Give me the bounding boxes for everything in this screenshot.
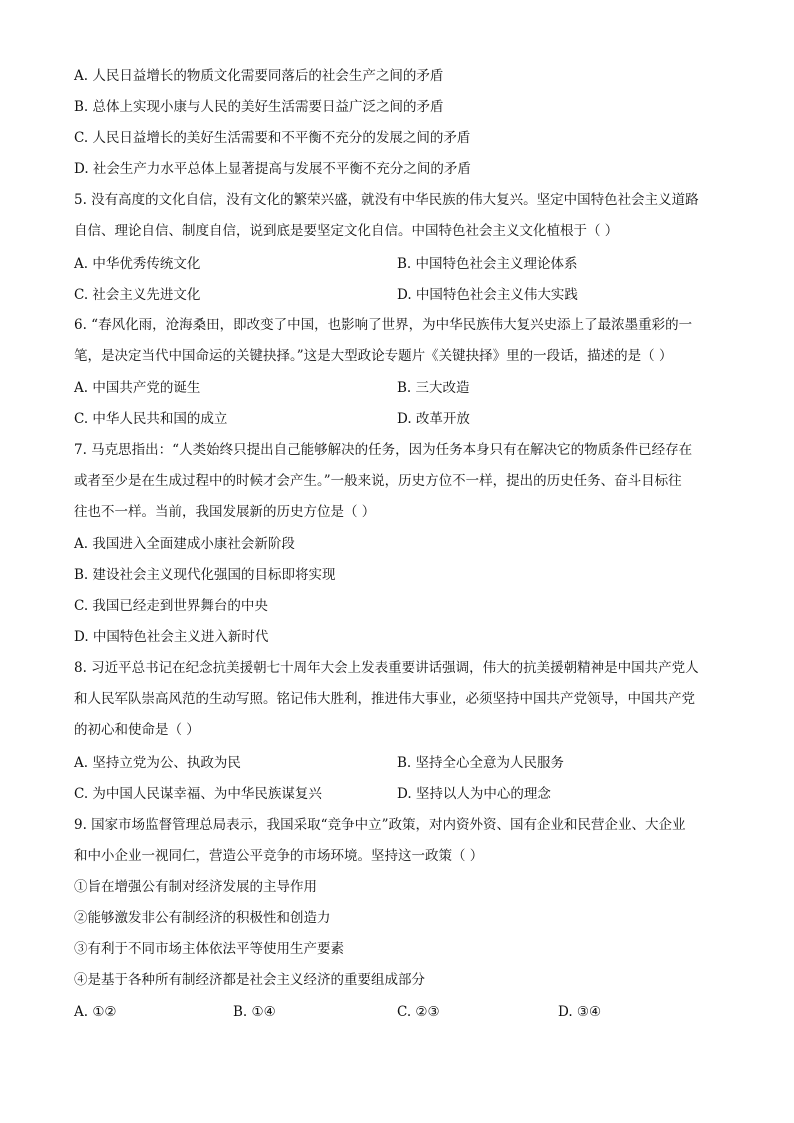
q4-option-c: C. 人民日益增长的美好生活需要和不平衡不充分的发展之间的矛盾 (74, 130, 471, 146)
q6-stem-line1: 6. “春风化雨，沧海桑田，即改变了中国，也影响了世界，为中华民族伟大复兴史添上了最浓墨重彩的一 (74, 317, 693, 333)
q9-option-b: B. ①④ (233, 1004, 276, 1020)
q6-option-b: B. 三大改造 (397, 380, 470, 396)
q4-option-a: A. 人民日益增长的物质文化需要同落后的社会生产之间的矛盾 (74, 68, 444, 84)
q6-option-d: D. 改革开放 (397, 411, 470, 427)
q7-option-d: D. 中国特色社会主义进入新时代 (74, 629, 269, 645)
q5-option-b: B. 中国特色社会主义理论体系 (397, 256, 578, 272)
q8-option-a: A. 坚持立党为公、执政为民 (74, 755, 241, 771)
q9-option-c: C. ②③ (397, 1004, 440, 1020)
q5-option-c: C. 社会主义先进文化 (74, 287, 201, 303)
q8-stem-line2: 和人民军队崇高风范的生动写照。铭记伟大胜利，推进伟大事业，必须坚持中国共产党领导，中国共产党 (74, 691, 695, 707)
q8-option-d: D. 坚持以人为中心的理念 (397, 786, 551, 802)
q8-option-c: C. 为中国人民谋幸福、为中华民族谋复兴 (74, 786, 322, 802)
q7-option-c: C. 我国已经走到世界舞台的中央 (74, 598, 268, 614)
q4-option-d: D. 社会生产力水平总体上显著提高与发展不平衡不充分之间的矛盾 (74, 161, 471, 177)
q7-stem-line2: 或者至少是在生成过程中的时候才会产生。”一般来说，历史方位不一样，提出的历史任务、奋斗目标往 (74, 473, 682, 489)
q7-option-a: A. 我国进入全面建成小康社会新阶段 (74, 536, 295, 552)
q9-statement-1: ①旨在增强公有制对经济发展的主导作用 (74, 879, 317, 895)
q9-statement-4: ④是基于各种所有制经济都是社会主义经济的重要组成部分 (74, 972, 425, 988)
q6-option-c: C. 中华人民共和国的成立 (74, 411, 228, 427)
q9-option-a: A. ①② (74, 1004, 117, 1020)
q5-stem-line2: 自信、理论自信、制度自信，说到底是要坚定文化自信。中国特色社会主义文化植根于（ ） (74, 223, 619, 239)
q7-stem-line1: 7. 马克思指出：“人类始终只提出自己能够解决的任务，因为任务本身只有在解决它的物质条件已经存在 (74, 442, 693, 458)
q9-statement-2: ②能够激发非公有制经济的积极性和创造力 (74, 910, 331, 926)
q7-stem-line3: 往也不一样。当前，我国发展新的历史方位是（ ） (74, 504, 376, 520)
q8-stem-line1: 8. 习近平总书记在纪念抗美援朝七十周年大会上发表重要讲话强调，伟大的抗美援朝精神是中国共产党人 (74, 660, 699, 676)
q4-option-b: B. 总体上实现小康与人民的美好生活需要日益广泛之间的矛盾 (74, 99, 444, 115)
q5-stem-line1: 5. 没有高度的文化自信，没有文化的繁荣兴盛，就没有中华民族的伟大复兴。坚定中国特色社会主义道路 (74, 192, 699, 208)
q5-option-a: A. 中华优秀传统文化 (74, 256, 201, 272)
q6-option-a: A. 中国共产党的诞生 (74, 380, 201, 396)
q8-stem-line3: 的初心和使命是（ ） (74, 722, 200, 738)
q9-stem-line1: 9. 国家市场监督管理总局表示，我国采取“竞争中立”政策，对内资外资、国有企业和民营企业、大企业 (74, 817, 686, 833)
q8-option-b: B. 坚持全心全意为人民服务 (397, 755, 565, 771)
q9-statement-3: ③有利于不同市场主体依法平等使用生产要素 (74, 941, 344, 957)
q9-stem-line2: 和中小企业一视同仁，营造公平竞争的市场环境。坚持这一政策（ ） (74, 848, 484, 864)
q9-option-d: D. ③④ (558, 1004, 602, 1020)
q6-stem-line2: 笔，是决定当代中国命运的关键抉择。”这是大型政论专题片《关键抉择》里的一段话，描述的是（ ） (74, 348, 673, 364)
q7-option-b: B. 建设社会主义现代化强国的目标即将实现 (74, 567, 336, 583)
q5-option-d: D. 中国特色社会主义伟大实践 (397, 287, 578, 303)
